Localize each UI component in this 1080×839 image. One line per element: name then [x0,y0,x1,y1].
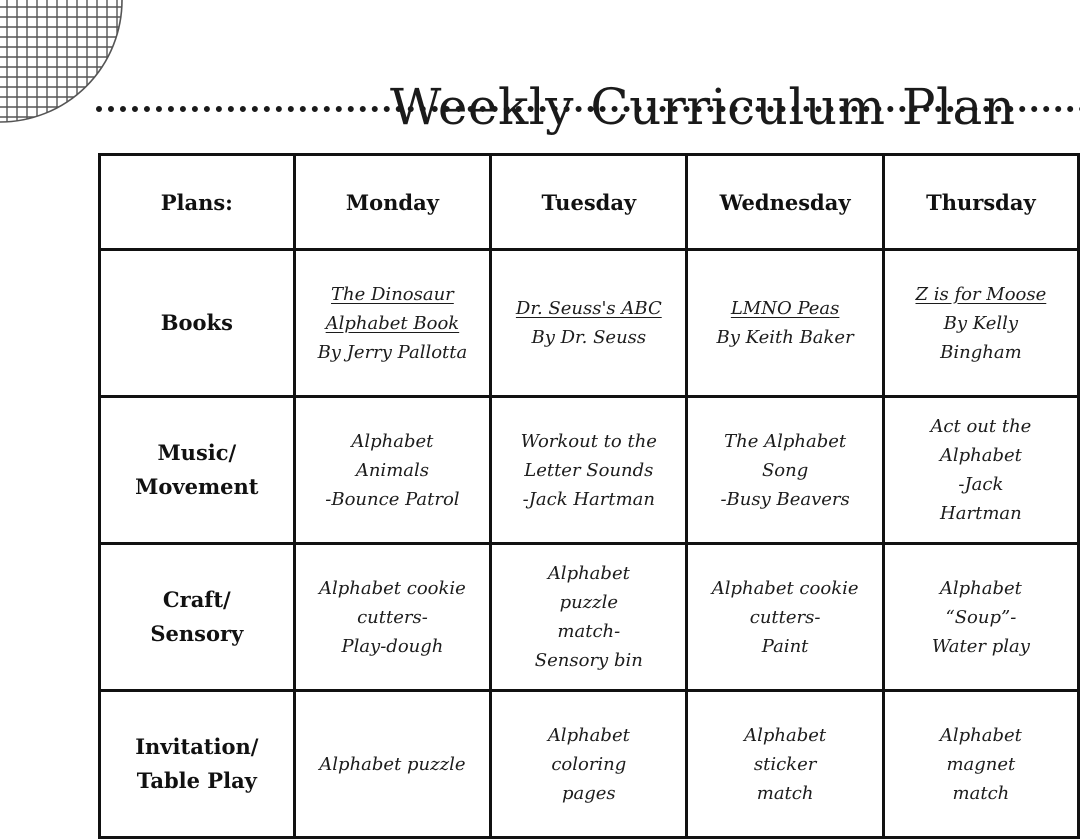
row-label-invitation-table-play [100,691,295,838]
book-title-line: Alphabet Book [325,312,460,334]
cell-text-line: Bingham [940,341,1022,363]
row-label-line: Music/ [157,440,237,465]
cell-text-line: The Alphabet [724,430,847,452]
cell-text-line: Alphabet [351,430,434,452]
cell-craft-sensory-monday [294,544,491,691]
cell-text-line: sticker [753,753,817,775]
cell-text-line: Letter Sounds [524,459,654,481]
curriculum-table [98,153,1080,839]
cell-text-line: By Jerry Pallotta [317,341,468,363]
table-row-invitation-table-play [100,691,1079,838]
row-label-line: Sensory [150,621,244,646]
header-monday: Monday [294,155,491,250]
cell-text-line: By Dr. Seuss [531,327,647,348]
cell-text-line: Hartman [940,503,1022,524]
cell-text-line: match [756,782,814,804]
cell-text-line: Alphabet [939,577,1022,599]
cell-text-line: Workout to the [520,430,657,452]
book-title-line: Dr. Seuss's ABC [515,298,662,319]
row-label-line: Books [160,310,233,335]
cell-text-line: Alphabet [547,724,630,746]
table-header-row [100,155,1079,250]
cell-text-line: “Soup”- [945,606,1017,628]
cell-books-wednesday [687,250,883,397]
cell-text-line: Water play [931,635,1030,657]
row-label-line: Table Play [136,768,257,793]
cell-text-line: Animals [355,459,429,481]
cell-text-line: Alphabet cookie [319,577,466,599]
book-title-line: The Dinosaur [331,283,454,305]
cell-text-line: Alphabet puzzle [319,753,466,775]
row-label-line: Invitation/ [135,734,259,759]
cell-text-line: -Jack Hartman [522,488,656,510]
header-wednesday: Wednesday [687,155,883,250]
cell-text-line: Sensory bin [534,650,643,671]
row-label-music-movement [100,397,295,544]
cell-invitation-table-play-thursday [883,691,1078,838]
cell-text-line: Play-dough [341,635,444,657]
cell-text-line: -Busy Beavers [720,488,850,510]
header-thursday: Thursday [883,155,1078,250]
cell-text-line: match [952,782,1010,804]
page-title: Weekly Curriculum Plan [390,77,1016,136]
cell-text-line: By Kelly [943,312,1019,334]
dotted-divider [96,106,1080,112]
row-label-books [100,250,295,397]
cell-invitation-table-play-tuesday [491,691,687,838]
header-plans: Plans: [100,155,295,250]
row-label-line: Craft/ [162,587,231,612]
cell-text-line: pages [561,782,616,804]
table-row-music-movement [100,397,1079,544]
cell-music-movement-monday [294,397,491,544]
row-label-line: Movement [135,474,259,499]
cell-craft-sensory-tuesday [491,544,687,691]
row-label-craft-sensory [100,544,295,691]
cell-text-line: Song [761,459,809,481]
book-title-line: LMNO Peas [730,298,840,319]
cell-text-line: puzzle [559,592,619,613]
cell-text-line: Alphabet [547,563,630,584]
cell-music-movement-thursday [883,397,1078,544]
cell-text-line: By Keith Baker [716,327,854,348]
cell-text-line: cutters- [749,606,821,628]
cell-craft-sensory-wednesday [687,544,883,691]
cell-music-movement-wednesday [687,397,883,544]
cell-text-line: magnet [946,753,1016,775]
table-row-books [100,250,1079,397]
table-row-craft-sensory [100,544,1079,691]
cell-text-line: Alphabet [939,445,1022,466]
cell-text-line: -Bounce Patrol [325,488,460,510]
cell-music-movement-tuesday [491,397,687,544]
book-title-line: Z is for Moose [915,283,1047,305]
cell-text-line: Paint [761,635,809,657]
cell-text-line: -Jack [958,474,1004,495]
cell-text-line: Alphabet [939,724,1022,746]
cell-text-line: Alphabet [744,724,827,746]
cell-text-line: match- [557,621,621,642]
cell-craft-sensory-thursday [883,544,1078,691]
cell-text-line: cutters- [357,606,428,628]
cell-text-line: Alphabet cookie [711,577,859,599]
cell-books-tuesday [491,250,687,397]
cell-books-monday [294,250,491,397]
cell-text-line: coloring [551,753,627,775]
cell-books-thursday [883,250,1078,397]
cell-invitation-table-play-monday [294,691,491,838]
cell-invitation-table-play-wednesday [687,691,883,838]
header-tuesday: Tuesday [491,155,687,250]
cell-text-line: Act out the [930,416,1032,437]
